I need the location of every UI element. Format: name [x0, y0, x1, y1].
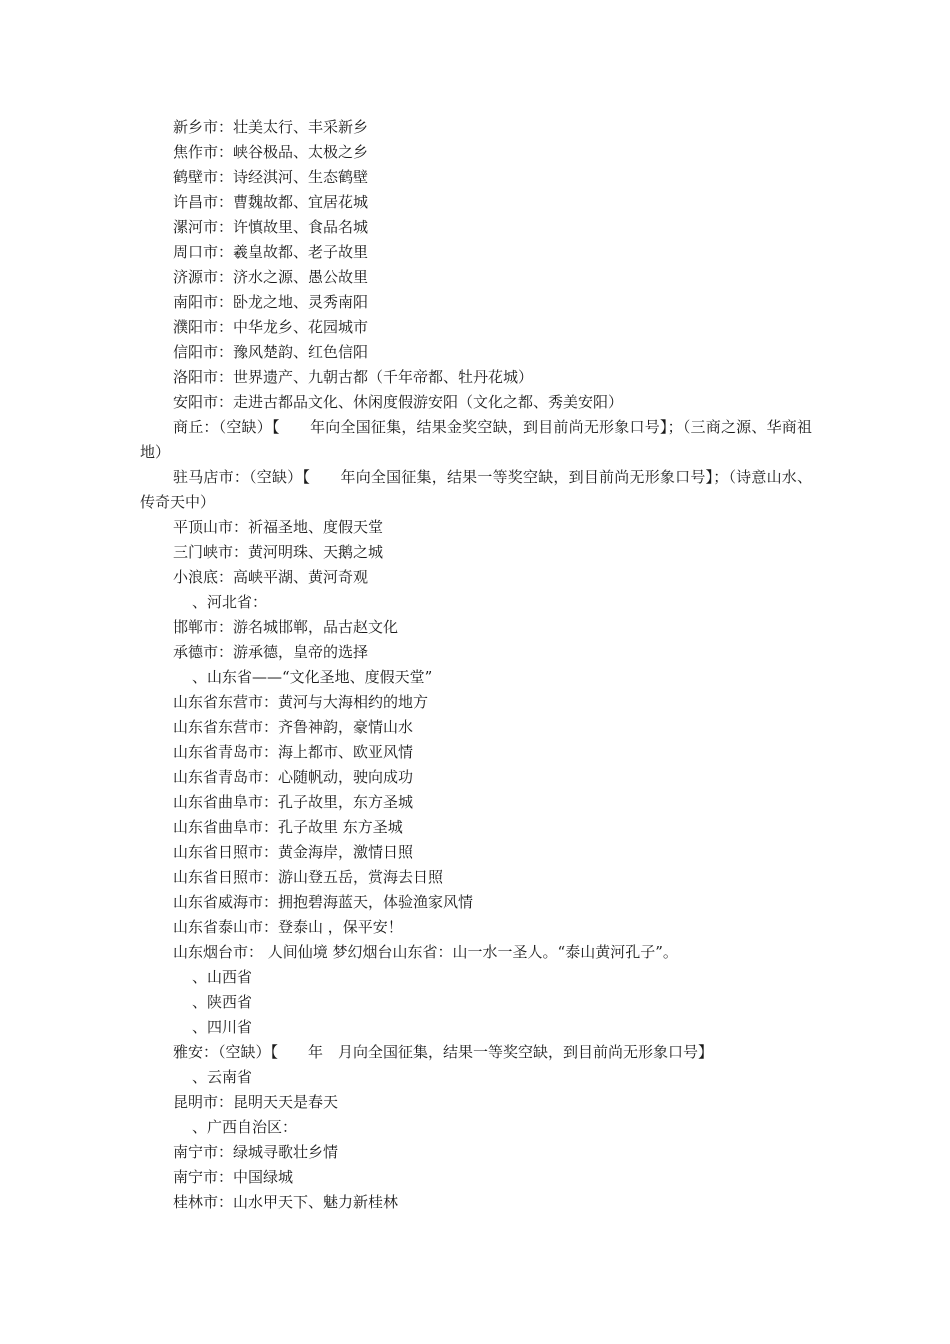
- text-line-hebi: 鹤壁市：诗经淇河、生态鹤壁: [173, 168, 369, 186]
- text-line-luoyang: 洛阳市：世界遗产、九朝古都（千年帝都、牡丹花城）: [173, 368, 534, 386]
- document-body: [140, 115, 812, 1215]
- text-line-rizhao-2: 山东省日照市：游山登五岳，赏海去日照: [173, 868, 444, 886]
- text-line-guilin: 桂林市：山水甲天下、魅力新桂林: [173, 1193, 399, 1211]
- text-line-yaan: 雅安：（空缺）【 年 月向全国征集，结果一等奖空缺，到目前尚无形象口号】: [173, 1043, 714, 1061]
- section-heading-yunnan: 、云南省: [192, 1068, 253, 1086]
- text-line-xinxiang: 新乡市：壮美太行、丰采新乡: [173, 118, 369, 136]
- text-line-anyang: 安阳市：走进古都品文化、休闲度假游安阳（文化之都、秀美安阳）: [173, 393, 624, 411]
- section-heading-sichuan: 、四川省: [192, 1018, 253, 1036]
- text-line-puyang: 濮阳市：中华龙乡、花园城市: [173, 318, 369, 336]
- text-line-xinyang: 信阳市：豫风楚韵、红色信阳: [173, 343, 369, 361]
- text-line-dongying-1: 山东省东营市：黄河与大海相约的地方: [173, 693, 429, 711]
- text-line-qufu-2: 山东省曲阜市：孔子故里 东方圣城: [173, 818, 403, 836]
- text-line-jiyuan: 济源市：济水之源、愚公故里: [173, 268, 369, 286]
- text-line-rizhao-1: 山东省日照市：黄金海岸，激情日照: [173, 843, 414, 861]
- text-line-nanning-1: 南宁市：绿城寻歌壮乡情: [173, 1143, 339, 1161]
- text-line-pingdingshan: 平顶山市：祈福圣地、度假天堂: [173, 518, 384, 536]
- text-line-yantai: 山东烟台市： 人间仙境 梦幻烟台山东省：山一水一圣人。“泰山黄河孔子”。: [173, 943, 678, 961]
- text-line-weihai: 山东省威海市：拥抱碧海蓝天，体验渔家风情: [173, 893, 474, 911]
- text-line-nanyang: 南阳市：卧龙之地、灵秀南阳: [173, 293, 369, 311]
- section-heading-shaanxi: 、陕西省: [192, 993, 253, 1011]
- text-paragraph-zhumadian: 驻马店市：（空缺）【 年向全国征集，结果一等奖空缺，到目前尚无形象口号】；（诗意山水、传奇天中）: [140, 468, 812, 511]
- text-line-luohe: 漯河市：许慎故里、食品名城: [173, 218, 369, 236]
- section-heading-hebei: 、河北省：: [192, 593, 268, 611]
- text-line-taishan: 山东省泰山市：登泰山 ，保平安！: [173, 918, 403, 936]
- text-line-chengde: 承德市：游承德，皇帝的选择: [173, 643, 369, 661]
- text-line-kunming: 昆明市：昆明天天是春天: [173, 1093, 339, 1111]
- text-line-xiaolangdi: 小浪底：高峡平湖、黄河奇观: [173, 568, 369, 586]
- section-heading-shandong: 、山东省——“文化圣地、度假天堂”: [192, 668, 433, 686]
- text-line-qingdao-2: 山东省青岛市：心随帆动，驶向成功: [173, 768, 414, 786]
- section-heading-shanxi: 、山西省: [192, 968, 253, 986]
- text-line-zhoukou: 周口市：羲皇故都、老子故里: [173, 243, 369, 261]
- text-line-sanmenxia: 三门峡市：黄河明珠、天鹅之城: [173, 543, 384, 561]
- text-line-handan: 邯郸市：游名城邯郸，品古赵文化: [173, 618, 399, 636]
- text-line-xuchang: 许昌市：曹魏故都、宜居花城: [173, 193, 369, 211]
- text-line-qingdao-1: 山东省青岛市：海上都市、欧亚风情: [173, 743, 414, 761]
- text-line-nanning-2: 南宁市：中国绿城: [173, 1168, 294, 1186]
- text-line-dongying-2: 山东省东营市：齐鲁神韵，豪情山水: [173, 718, 414, 736]
- text-paragraph-shangqiu: 商丘：（空缺）【 年向全国征集，结果金奖空缺，到目前尚无形象口号】；（三商之源、华商祖地）: [140, 418, 812, 461]
- text-line-jiaozuo: 焦作市：峡谷极品、太极之乡: [173, 143, 369, 161]
- section-heading-guangxi: 、广西自治区：: [192, 1118, 298, 1136]
- text-line-qufu-1: 山东省曲阜市：孔子故里，东方圣城: [173, 793, 414, 811]
